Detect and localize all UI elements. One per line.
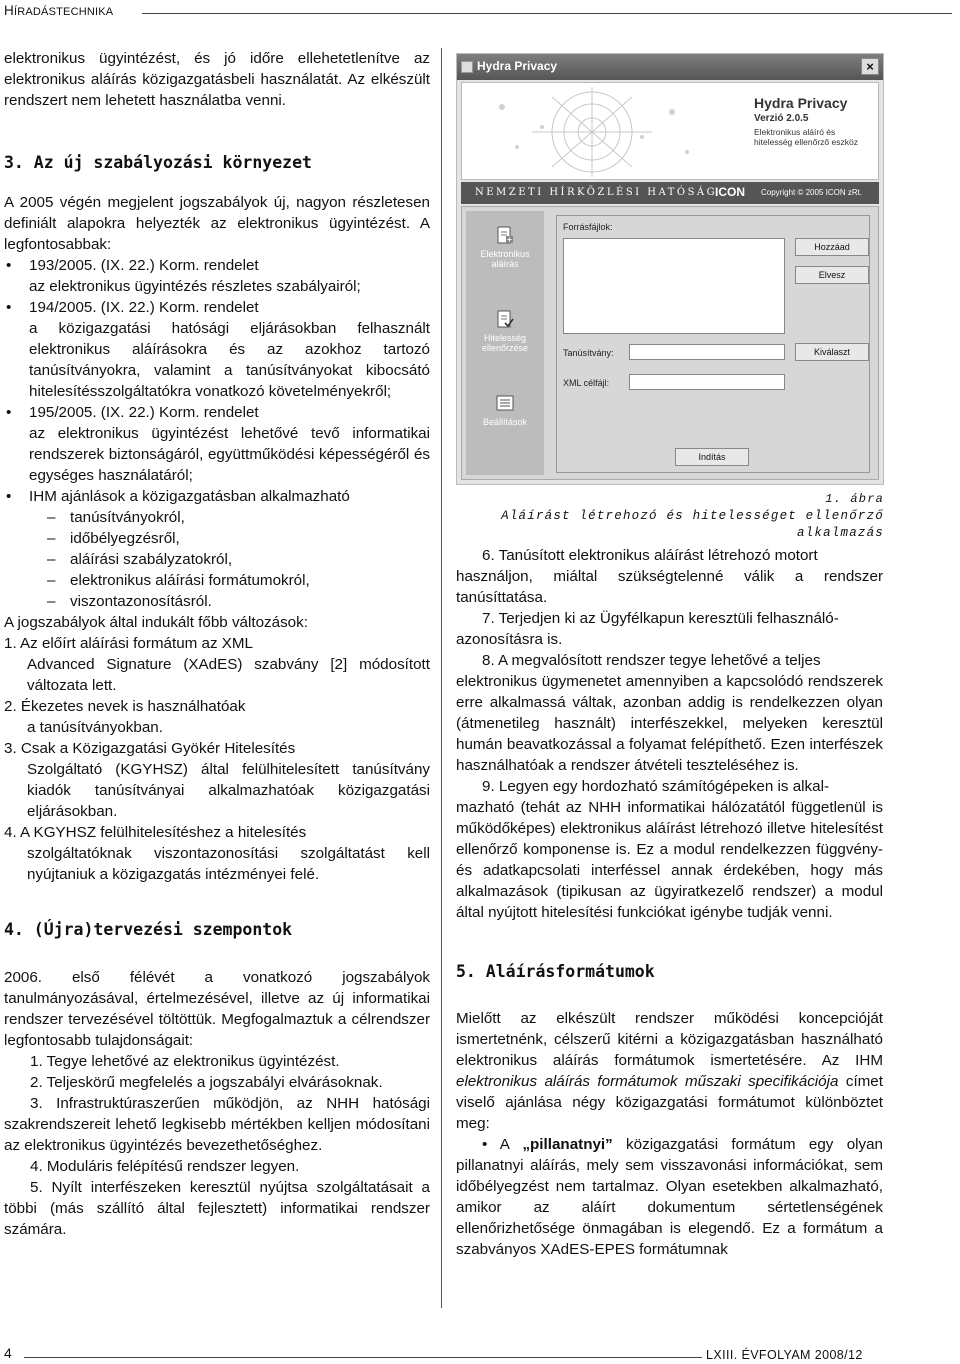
ihm-recommendations: • IHM ajánlások a közigazgatásban alkalmazható: [4, 486, 430, 507]
certificate-label: Tanúsítvány:: [563, 348, 614, 358]
sign-document-icon: [495, 225, 515, 245]
section-title-initial: H: [4, 3, 14, 18]
requirement-item-first: 8. A megvalósított rendszer tegye lehetővé a teljes: [482, 652, 821, 669]
journal-issue: LXIII. ÉVFOLYAM 2008/12: [706, 1348, 863, 1362]
requirement-item-rest: azonosításra is.: [456, 631, 563, 648]
bullet-term: „pillanatnyi”: [522, 1136, 613, 1153]
requirement-item-first: 6. Tanúsított elektronikus aláírást létrehozó motort: [482, 547, 818, 564]
section-title: [4, 3, 113, 18]
goal-item: 3. Infrastruktúraszerűen működjön, az NHH hatósági szakrendszereit lehető legkisebb mértékben kelljen módosítani az elektronikus ügyintézés bevezethetőséghez.: [4, 1095, 430, 1154]
change-item-rest: szolgáltatóknak viszontazonosítási szolgáltatást kell nyújtaniuk a közigazgatás intézményei felé.: [27, 845, 430, 883]
ihm-subitem: – aláírási szabályzatokról,: [4, 549, 430, 570]
ihm-subitem: – tanúsítványokról,: [4, 507, 430, 528]
sidebar-item-label: Beállítások: [482, 417, 528, 427]
copyright: Copyright © 2005 ICON zRt.: [761, 188, 863, 197]
bullet-prefix: • A: [482, 1136, 523, 1153]
footer-rule: [24, 1357, 702, 1358]
changes-list: [4, 633, 430, 885]
settings-list-icon: [495, 393, 515, 413]
goal-item: 1. Tegye lehetővé az elektronikus ügyintézést.: [30, 1053, 340, 1070]
column-separator: [441, 48, 442, 1308]
xml-target-field[interactable]: [629, 374, 785, 390]
bullet-text: közigazgatási formátum egy olyan pillanatnyi aláírás, mely sem visszavonási információkat, sem időbélyegzést nem tartalmaz. Olyan esetekben alkalmazható, amikor az aláírt dokumentum sértetlenségének ellenőrizhetősége önmagában is elegendő. Ez a formátum a szabványos XAdES-EPES formátumnak: [456, 1136, 883, 1258]
close-button[interactable]: ×: [861, 58, 879, 75]
start-button[interactable]: Indítás: [675, 448, 749, 466]
splash-graphic: [472, 87, 712, 177]
header-rule: [142, 13, 952, 14]
figure-caption: [456, 491, 884, 542]
goals-list: [4, 1051, 430, 1240]
change-item-first: 3. Csak a Közigazgatási Gyökér Hitelesítés: [4, 740, 296, 757]
change-item-first: 4. A KGYHSZ felülhitelesítéshez a hitelesítés: [4, 824, 307, 841]
section-4-heading: 4. (Újra)tervezési szempontok: [4, 920, 293, 939]
sidebar-item-settings[interactable]: [466, 393, 544, 427]
brand-logo: ICON: [715, 185, 745, 199]
caption-text: Aláírást létrehozó és hitelességet ellenőrző alkalmazás: [501, 509, 884, 540]
changes-intro: A jogszabályok által indukált főbb változások:: [4, 614, 308, 631]
select-button[interactable]: Kiválaszt: [795, 343, 869, 361]
sidebar: [466, 211, 544, 475]
regulation-ref: • 193/2005. (IX. 22.) Korm. rendelet: [4, 255, 430, 276]
requirement-item-rest: mazható (tehát az NHH informatikai hálózatától függetlenül is működőképes) elektronikus aláírást létrehozó illetve hitelesítést ellenőrző komponense is. Ez a modul rendelkezzen függvény- és adatkapcsolati interféssel annak érdekében, hogy más alkalmazások (tipikusan az ügyiratkezelő rendszer) a modul által nyújtott hitelesítési funkciókat igénybe tudják venni.: [456, 799, 883, 921]
certificate-field[interactable]: [629, 344, 785, 360]
intro-paragraph: elektronikus ügyintézést, és jó időre ellehetetlenítve az elektronikus aláírás közigazgatásbeli használatát. Az elkészült rendszert nem lehetett használatba venni.: [4, 50, 430, 109]
change-item-first: 1. Az előírt aláírási formátum az XML: [4, 635, 253, 652]
requirements-list: [456, 545, 883, 923]
page-number: 4: [4, 1345, 12, 1361]
splash-panel: [461, 82, 879, 180]
product-name: Hydra Privacy: [754, 95, 848, 111]
section-4-paragraph: 2006. első félévét a vonatkozó jogszabályok tanulmányozásával, értelmezésével, illetve az új informatikai rendszer tervezésével töltöttük. Megfogalmaztuk a célrendszer legfontosabb tulajdonságait:: [4, 969, 430, 1049]
change-item-rest: a tanúsítványokban.: [27, 719, 163, 736]
regulation-desc: a közigazgatási hatósági eljárásokban felhasznált elektronikus aláírásokra és az azokhoz tartozó tanúsítványokra, valamint a tanúsítványokat kibocsátó hitelesítésszolgáltatókra vonatkozó követelményekről;: [29, 320, 430, 400]
source-files-label: Forrásfájlok:: [563, 222, 613, 232]
format-bullet: [456, 1134, 883, 1260]
section-3-heading: 3. Az új szabályozási környezet: [4, 153, 312, 172]
running-header: [0, 0, 960, 26]
app-icon: [461, 61, 473, 73]
section-5-heading: 5. Aláírásformátumok: [456, 962, 655, 981]
sidebar-item-label: Hitelesség ellenőrzése: [481, 333, 529, 353]
signing-form: [556, 215, 870, 473]
requirement-item-first: 9. Legyen egy hordozható számítógépeken is alkal-: [482, 778, 829, 795]
xml-target-label: XML célfájl:: [563, 378, 610, 388]
add-button[interactable]: Hozzáad: [795, 238, 869, 256]
regulation-desc: az elektronikus ügyintézést lehetővé tevő informatikai rendszerek biztonságáról, együttműködési képességéről és egységes használatáról;: [29, 425, 430, 484]
authority-name: NEMZETI HÍRKÖZLÉSI HATÓSÁG: [475, 187, 718, 198]
left-column: [4, 48, 430, 1240]
window-titlebar: [457, 54, 883, 80]
change-item-rest: Advanced Signature (XAdES) szabvány [2] módosított változata lett.: [27, 656, 430, 694]
requirement-item-rest: elektronikus ügymenetet amennyiben a kapcsolódó rendszerek erre alkalmassá váltak, azonban addig is rendelkezzen olyan (átmenetileg használt) interfészekkel, melyeken keresztül humán beavatkozással a folyamat felépíthető. Ezen interfészek használhatóak a rendszer átvételi teszteléséhez is.: [456, 673, 883, 774]
regulation-list: [4, 255, 430, 612]
right-column: [456, 545, 883, 1260]
ihm-subitem: – elektronikus aláírási formátumokról,: [4, 570, 430, 591]
regulation-desc: az elektronikus ügyintézés részletes szabályairól;: [29, 278, 361, 295]
goal-item: 5. Nyílt interfészeken keresztül nyújtsa szolgáltatásait a többi (más szállító által fejlesztett) informatikai rendszer számára.: [4, 1179, 430, 1238]
sidebar-item-sign[interactable]: [466, 225, 544, 269]
sidebar-item-label: Elektronikus aláírás: [480, 249, 530, 269]
app-body: [461, 206, 879, 480]
requirement-item-rest: használjon, miáltal szükségtelenné válik a rendszer tanúsíttatása.: [456, 568, 883, 606]
section-title-rest: ÍRADÁSTECHNIKA: [13, 6, 114, 18]
sidebar-item-verify[interactable]: [466, 309, 544, 353]
regulation-ref: • 194/2005. (IX. 22.) Korm. rendelet: [4, 297, 430, 318]
remove-button[interactable]: Elvesz: [795, 266, 869, 284]
goal-item: 2. Teljeskörű megfelelés a jogszabályi elvárásoknak.: [30, 1074, 383, 1091]
source-files-list[interactable]: [563, 238, 785, 334]
change-item-first: 2. Ékezetes nevek is használhatóak: [4, 698, 246, 715]
ihm-subitem: – viszontazonosításról.: [4, 591, 430, 612]
caption-number: 1. ábra: [825, 492, 884, 506]
change-item-rest: Szolgáltató (KGYHSZ) által felülhitelesített tanúsítvány kiadók tanúsítványai alkalmazhatóak közigazgatási eljárásokban.: [27, 761, 430, 820]
authority-banner: [461, 182, 879, 204]
section-5-spec-title: elektronikus aláírás formátumok műszaki specifikációja: [456, 1073, 839, 1090]
section-5-text-end: címet viselő ajánlása négy közigazgatási formátumot különböztet meg:: [456, 1073, 883, 1132]
goal-item: 4. Moduláris felépítésű rendszer legyen.: [30, 1158, 300, 1175]
section-5-paragraph: [456, 1008, 883, 1134]
section-5-text: Mielőtt az elkészült rendszer működési koncepcióját ismertetnénk, célszerű kitérni a közigazgatásban használható elektronikus aláírás formátumok ismertetésére. Az IHM: [456, 1010, 883, 1069]
verify-document-icon: [495, 309, 515, 329]
product-version: Verzió 2.0.5: [754, 113, 809, 124]
section-3-paragraph: A 2005 végén megjelent jogszabályok új, nagyon részletesen definiált alapokra helyezték az elektronikus ügyintézést. A legfontosabbak:: [4, 194, 430, 253]
figure-screenshot: [456, 53, 884, 485]
product-description: Elektronikus aláíró és hitelesség ellenőrző eszköz: [754, 127, 858, 147]
regulation-ref: • 195/2005. (IX. 22.) Korm. rendelet: [4, 402, 430, 423]
requirement-item-first: 7. Terjedjen ki az Ügyfélkapun keresztüli felhasználó-: [482, 610, 839, 627]
ihm-subitem: – időbélyegzésről,: [4, 528, 430, 549]
window-title: Hydra Privacy: [477, 59, 558, 73]
